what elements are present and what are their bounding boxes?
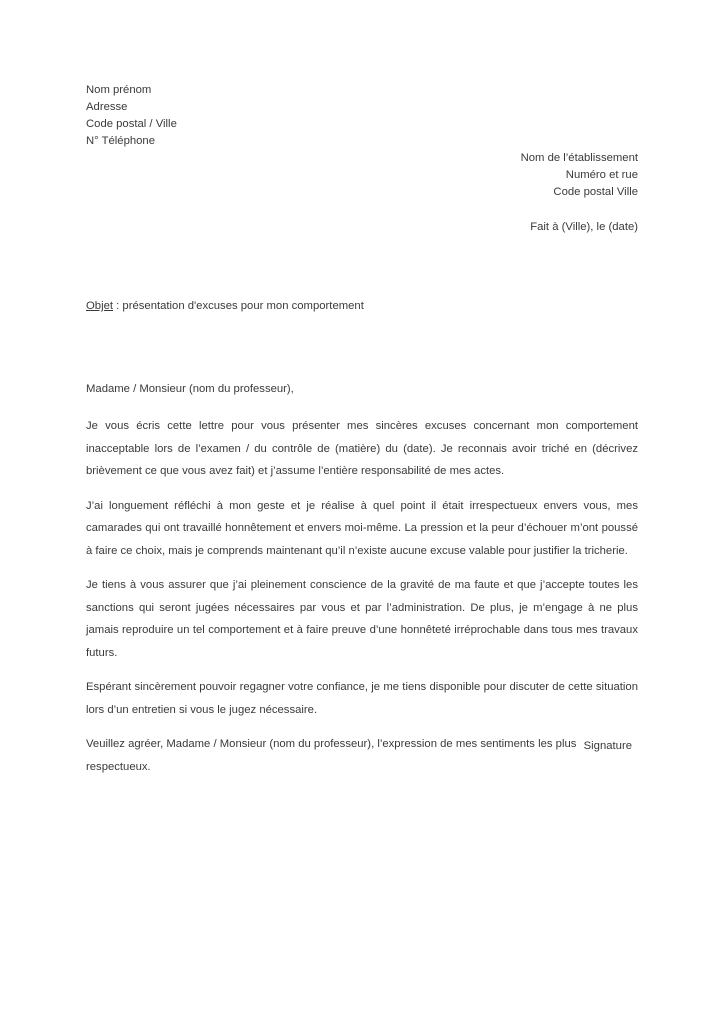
body-paragraph: Espérant sincèrement pouvoir regagner votre confiance, je me tiens disponible pour discuter de cette situation lors d’un entretien si vous le jugez nécessaire.: [86, 681, 638, 716]
signature-label: Signature: [583, 740, 632, 752]
subject-line: [86, 298, 638, 315]
recipient-address-block: [86, 150, 638, 201]
recipient-line-street: Numéro et rue: [565, 169, 638, 181]
body-paragraph: J’ai longuement réfléchi à mon geste et je réalise à quel point il était irrespectueux envers vous, mes camarades qui ont travaillé honnêtement et envers moi-même. La pression et la peur d’échouer m’ont poussé à faire ce choix, mais je comprends maintenant qu’il n’existe aucune excuse valable pour justifier la tricherie.: [86, 499, 638, 557]
body-paragraph: Je tiens à vous assurer que j’ai pleinement conscience de la gravité de ma faute et que j’accepte toutes les sanctions qui seront jugées nécessaires par vous et par l’administration. De plus, je m’engage à ne plus jamais reproduire un tel comportement et à faire preuve d’une honnêteté irréprochable dans tous mes travaux futurs.: [86, 579, 638, 659]
sender-line-name: Nom prénom: [86, 84, 152, 96]
subject-label: Objet: [86, 300, 114, 312]
sender-line-address: Adresse: [86, 101, 128, 113]
recipient-line-institution: Nom de l’établissement: [520, 152, 638, 164]
subject-text: : présentation d'excuses pour mon comportement: [113, 300, 364, 312]
sender-address-block: [86, 82, 386, 150]
salutation-line: Madame / Monsieur (nom du professeur),: [86, 383, 294, 395]
recipient-line-postal-city: Code postal Ville: [553, 186, 638, 198]
body-paragraph: Je vous écris cette lettre pour vous présenter mes sincères excuses concernant mon comportement inacceptable lors de l’examen / du contrôle de (matière) du (date). Je reconnais avoir triché en (décrivez brièvement ce que vous avez fait) et j’assume l’entière responsabilité de mes actes.: [86, 420, 638, 477]
letter-body: [86, 415, 638, 778]
place-and-date-line: Fait à (Ville), le (date): [530, 221, 638, 233]
closing-formula: Veuillez agréer, Madame / Monsieur (nom du professeur), l’expression de mes sentiments les plus respectueux.: [86, 738, 577, 773]
sender-line-postal-city: Code postal / Ville: [86, 118, 177, 130]
sender-line-phone: N° Téléphone: [86, 135, 156, 147]
